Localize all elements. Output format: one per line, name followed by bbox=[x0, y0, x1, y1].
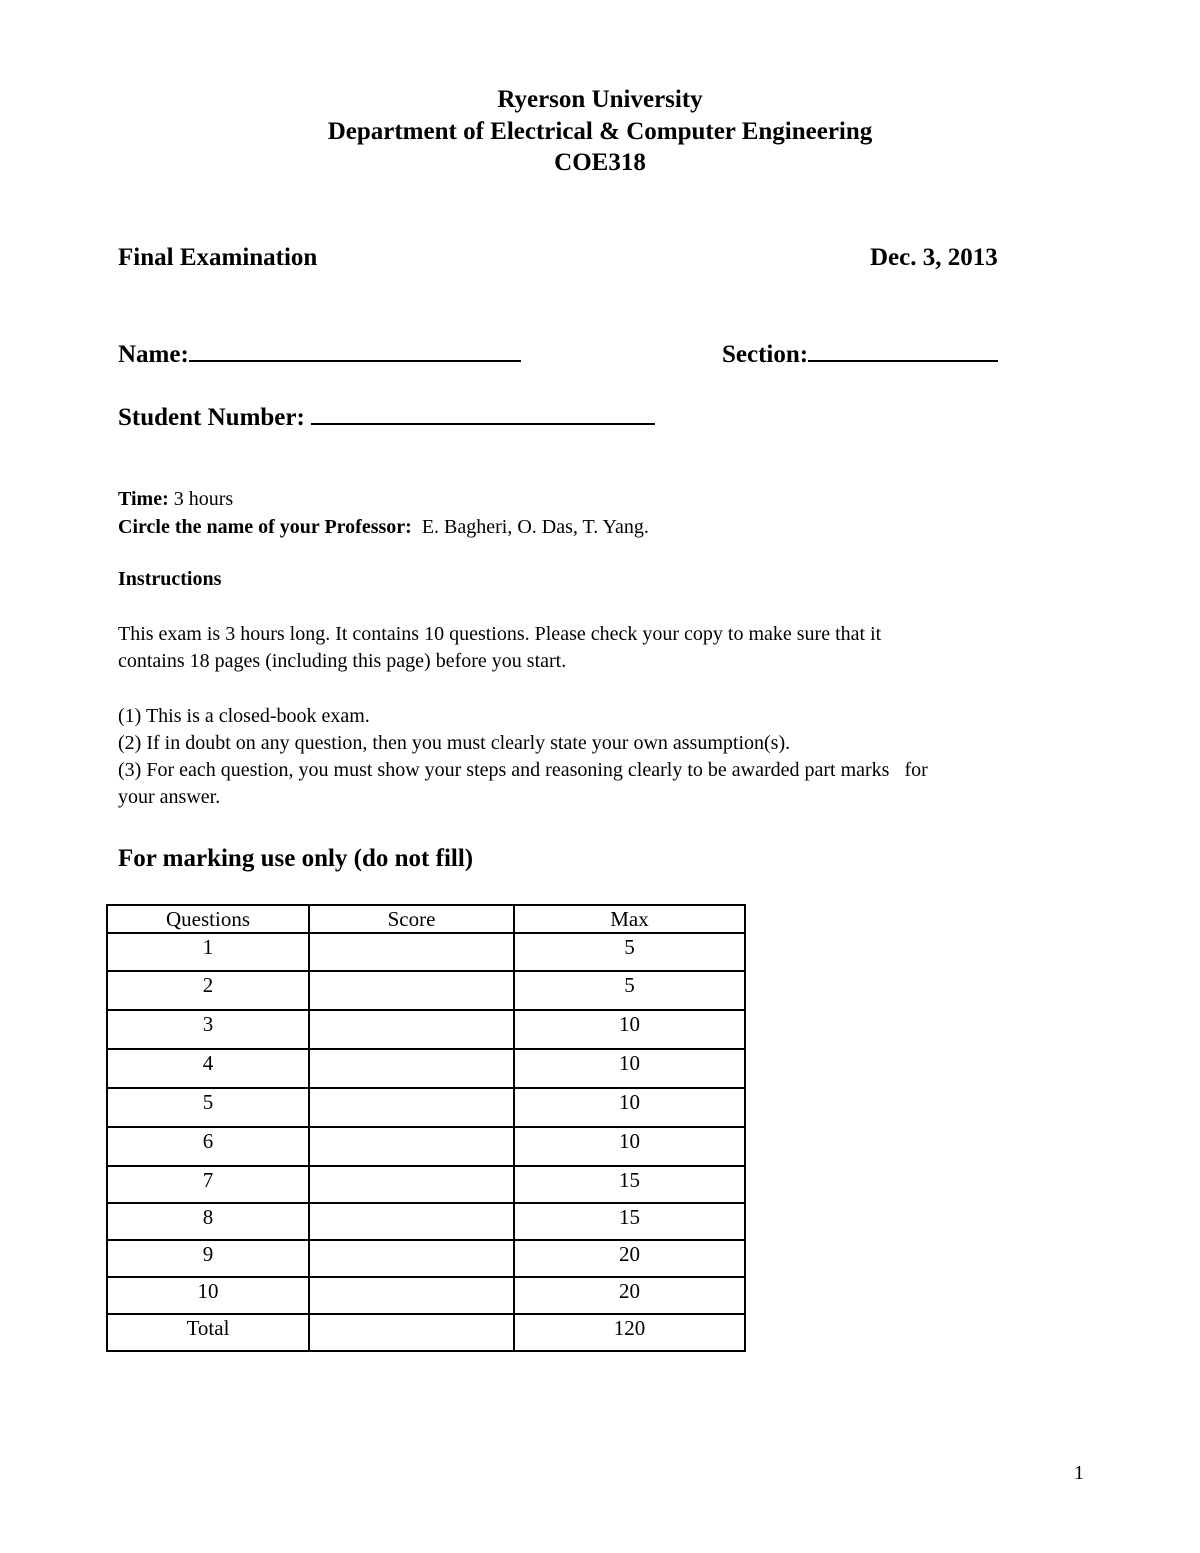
max-cell: 120 bbox=[514, 1314, 745, 1351]
professor-value: E. Bagheri, O. Das, T. Yang. bbox=[411, 516, 649, 538]
score-cell[interactable] bbox=[309, 1166, 514, 1203]
table-row bbox=[107, 1203, 745, 1240]
score-cell[interactable] bbox=[309, 1314, 514, 1351]
question-cell: 9 bbox=[107, 1240, 309, 1277]
time-value: 3 hours bbox=[168, 488, 234, 510]
instruction-item-2: (2) If in doubt on any question, then you must clearly state your own assumption(s). bbox=[118, 732, 791, 754]
column-header-score: Score bbox=[309, 905, 514, 933]
max-cell: 5 bbox=[514, 971, 745, 1010]
instruction-item-1: (1) This is a closed-book exam. bbox=[118, 705, 370, 727]
time-label: Time: bbox=[118, 488, 169, 510]
instruction-item-3-line1: (3) For each question, you must show your steps and reasoning clearly to be awarded part marks for bbox=[118, 759, 928, 781]
question-cell: 2 bbox=[107, 971, 309, 1010]
section-field[interactable] bbox=[722, 338, 998, 369]
table-row bbox=[107, 1127, 745, 1166]
marking-heading: For marking use only (do not fill) bbox=[118, 845, 474, 872]
page-number: 1 bbox=[1074, 1462, 1084, 1484]
question-cell: 8 bbox=[107, 1203, 309, 1240]
question-cell: 7 bbox=[107, 1166, 309, 1203]
student-number-field[interactable] bbox=[118, 401, 655, 432]
question-cell: 5 bbox=[107, 1088, 309, 1127]
marking-table bbox=[106, 904, 746, 1352]
column-header-max: Max bbox=[514, 905, 745, 933]
time-line bbox=[118, 488, 233, 511]
table-row bbox=[107, 971, 745, 1010]
table-header-row bbox=[107, 905, 745, 933]
professor-line bbox=[118, 516, 649, 539]
score-cell[interactable] bbox=[309, 1049, 514, 1088]
course-code: COE318 bbox=[554, 149, 646, 176]
question-cell: 1 bbox=[107, 933, 309, 971]
table-row bbox=[107, 1240, 745, 1277]
max-cell: 10 bbox=[514, 1127, 745, 1166]
max-cell: 10 bbox=[514, 1088, 745, 1127]
instruction-item-3-line2: your answer. bbox=[118, 786, 221, 808]
score-cell[interactable] bbox=[309, 1277, 514, 1314]
university-name: Ryerson University bbox=[497, 86, 703, 113]
score-cell[interactable] bbox=[309, 1088, 514, 1127]
department-name: Department of Electrical & Computer Engineering bbox=[327, 118, 873, 145]
score-cell[interactable] bbox=[309, 1127, 514, 1166]
max-cell: 10 bbox=[514, 1049, 745, 1088]
table-row bbox=[107, 1088, 745, 1127]
max-cell: 15 bbox=[514, 1203, 745, 1240]
table-row bbox=[107, 1166, 745, 1203]
max-cell: 20 bbox=[514, 1277, 745, 1314]
column-header-questions: Questions bbox=[107, 905, 309, 933]
score-cell[interactable] bbox=[309, 933, 514, 971]
score-cell[interactable] bbox=[309, 1010, 514, 1049]
professor-label: Circle the name of your Professor: bbox=[118, 516, 412, 538]
exam-date: Dec. 3, 2013 bbox=[870, 244, 998, 271]
score-cell[interactable] bbox=[309, 1203, 514, 1240]
student-number-label: Student Number: bbox=[118, 404, 305, 431]
name-label: Name: bbox=[118, 341, 189, 368]
table-row bbox=[107, 1049, 745, 1088]
exam-title: Final Examination bbox=[118, 244, 318, 271]
name-field[interactable] bbox=[118, 338, 521, 369]
question-cell: Total bbox=[107, 1314, 309, 1351]
instructions-heading: Instructions bbox=[118, 568, 222, 590]
question-cell: 10 bbox=[107, 1277, 309, 1314]
max-cell: 5 bbox=[514, 933, 745, 971]
score-cell[interactable] bbox=[309, 971, 514, 1010]
section-blank[interactable] bbox=[808, 338, 998, 362]
question-cell: 4 bbox=[107, 1049, 309, 1088]
max-cell: 20 bbox=[514, 1240, 745, 1277]
table-row-total bbox=[107, 1314, 745, 1351]
question-cell: 6 bbox=[107, 1127, 309, 1166]
table-row bbox=[107, 1010, 745, 1049]
section-label: Section: bbox=[722, 341, 809, 368]
name-blank[interactable] bbox=[189, 338, 521, 362]
max-cell: 10 bbox=[514, 1010, 745, 1049]
question-cell: 3 bbox=[107, 1010, 309, 1049]
instructions-para-line1: This exam is 3 hours long. It contains 10 questions. Please check your copy to make sure that it bbox=[118, 623, 882, 645]
instructions-para-line2: contains 18 pages (including this page) before you start. bbox=[118, 650, 567, 672]
score-cell[interactable] bbox=[309, 1240, 514, 1277]
student-number-blank[interactable] bbox=[311, 401, 655, 425]
table-row bbox=[107, 1277, 745, 1314]
table-row bbox=[107, 933, 745, 971]
max-cell: 15 bbox=[514, 1166, 745, 1203]
